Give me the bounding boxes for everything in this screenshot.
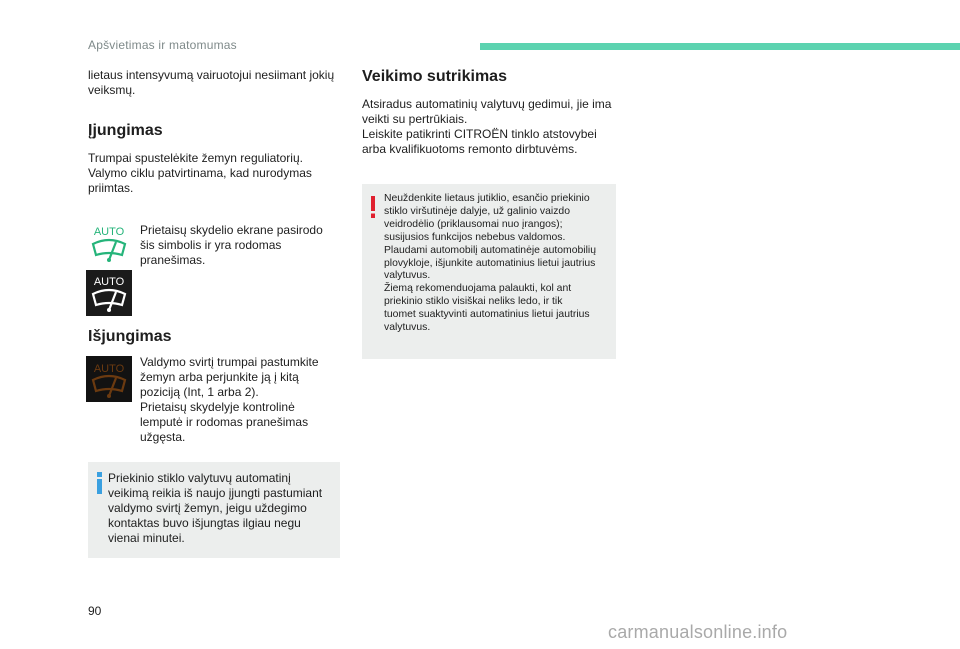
auto-wiper-off-icon-label: AUTO xyxy=(93,363,125,375)
auto-wiper-icon-label: AUTO xyxy=(93,226,125,238)
on-symbol-description: Prietaisų skydelio ekrane pasirodo šis simbolis ir yra rodomas pranešimas. xyxy=(140,223,323,267)
section-title-fault: Veikimo sutrikimas xyxy=(362,68,507,85)
warning-box xyxy=(362,184,616,359)
warning-text: Neuždenkite lietaus jutiklio, esančio priekinio stiklo viršutinėje dalyje, už galinio vaizdo veidrodėlio (priklausomai nuo įrangos); susijusios funkcijos nebebus valdomos. Plaudami automobilį automatinėje automobilių plovykloje, išjunkite automatinius lietui jautrius valytuvus. Žiemą rekomenduojama palaukti, kol ant priekinio stiklo visiškai neliks ledo, ir tik tuomet suaktyvinti automatinius lietui jautrius valytuvus. xyxy=(384,193,596,334)
auto-wiper-off-icon xyxy=(86,356,132,402)
auto-wiper-dark-icon xyxy=(86,270,132,316)
info-box xyxy=(88,462,340,558)
off-description: Valdymo svirtį trumpai pastumkite žemyn arba perjunkite ją į kitą poziciją (Int, 1 arba 2). Prietaisų skydelyje kontrolinė lemputė ir rodomas pranešimas užgęsta. xyxy=(140,355,319,444)
watermark: carmanualsonline.info xyxy=(608,622,788,642)
auto-wiper-dark-icon-label: AUTO xyxy=(93,276,125,288)
intro-paragraph: lietaus intensyvumą vairuotojui nesiimant jokių veiksmų. xyxy=(88,68,335,97)
warning-icon xyxy=(370,196,376,218)
info-text: Priekinio stiklo valytuvų automatinį veikimą reikia iš naujo įjungti pastumiant valdymo svirtį žemyn, jeigu uždegimo kontaktas buvo išjungtas ilgiau negu vienai minutei. xyxy=(108,471,323,545)
page-number: 90 xyxy=(88,604,102,618)
header-title: Apšvietimas ir matomumas xyxy=(88,38,237,52)
auto-wiper-icon xyxy=(86,222,132,264)
section-title-on: Įjungimas xyxy=(88,122,163,139)
fault-paragraph: Atsiradus automatinių valytuvų gedimui, jie ima veikti su pertrūkiais. Leiskite patikrinti CITROËN tinklo atstovybei arba kvalifikuotoms remonto dirbtuvėms. xyxy=(362,97,612,156)
header-accent-bar xyxy=(480,43,960,50)
on-paragraph: Trumpai spustelėkite žemyn reguliatorių. Valymo ciklu patvirtinama, kad nurodymas priimtas. xyxy=(88,151,312,195)
info-icon xyxy=(96,472,104,494)
section-title-off: Išjungimas xyxy=(88,328,172,345)
